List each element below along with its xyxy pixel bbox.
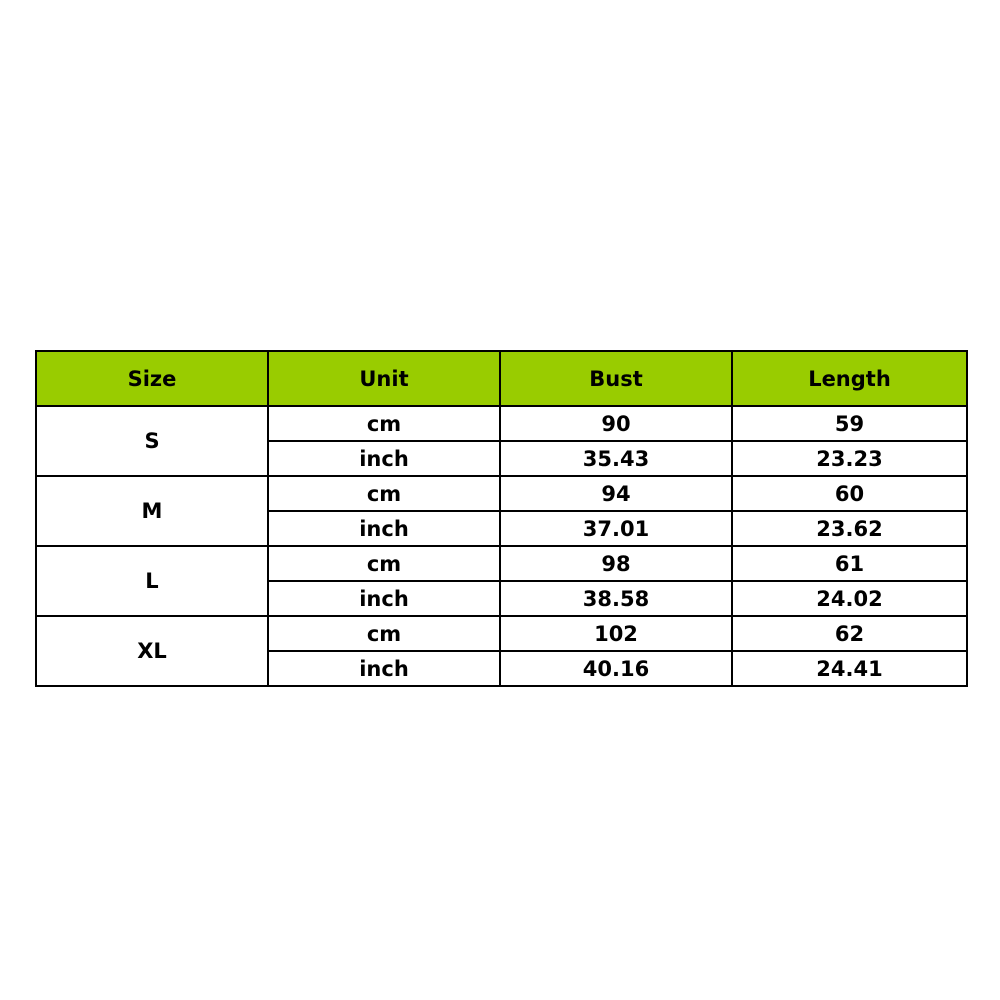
bust-cell: 102 <box>500 616 732 651</box>
table-row <box>36 616 967 651</box>
table-row <box>36 546 967 581</box>
bust-cell: 37.01 <box>500 511 732 546</box>
length-cell: 61 <box>732 546 967 581</box>
unit-cell: cm <box>268 546 500 581</box>
header-unit: Unit <box>268 351 500 406</box>
length-cell: 23.23 <box>732 441 967 476</box>
length-cell: 23.62 <box>732 511 967 546</box>
size-label: S <box>36 406 268 476</box>
bust-cell: 94 <box>500 476 732 511</box>
unit-cell: inch <box>268 651 500 686</box>
unit-cell: cm <box>268 476 500 511</box>
length-cell: 59 <box>732 406 967 441</box>
size-label: M <box>36 476 268 546</box>
table-row <box>36 476 967 511</box>
size-chart-body <box>36 406 967 686</box>
unit-cell: inch <box>268 441 500 476</box>
header-bust: Bust <box>500 351 732 406</box>
unit-cell: cm <box>268 406 500 441</box>
size-chart-table <box>35 350 968 687</box>
unit-cell: inch <box>268 581 500 616</box>
header-size: Size <box>36 351 268 406</box>
bust-cell: 38.58 <box>500 581 732 616</box>
bust-cell: 90 <box>500 406 732 441</box>
header-length: Length <box>732 351 967 406</box>
size-label: XL <box>36 616 268 686</box>
length-cell: 60 <box>732 476 967 511</box>
unit-cell: inch <box>268 511 500 546</box>
bust-cell: 98 <box>500 546 732 581</box>
table-row <box>36 406 967 441</box>
length-cell: 62 <box>732 616 967 651</box>
size-chart-header <box>36 351 967 406</box>
bust-cell: 40.16 <box>500 651 732 686</box>
bust-cell: 35.43 <box>500 441 732 476</box>
unit-cell: cm <box>268 616 500 651</box>
size-label: L <box>36 546 268 616</box>
length-cell: 24.41 <box>732 651 967 686</box>
length-cell: 24.02 <box>732 581 967 616</box>
header-row <box>36 351 967 406</box>
